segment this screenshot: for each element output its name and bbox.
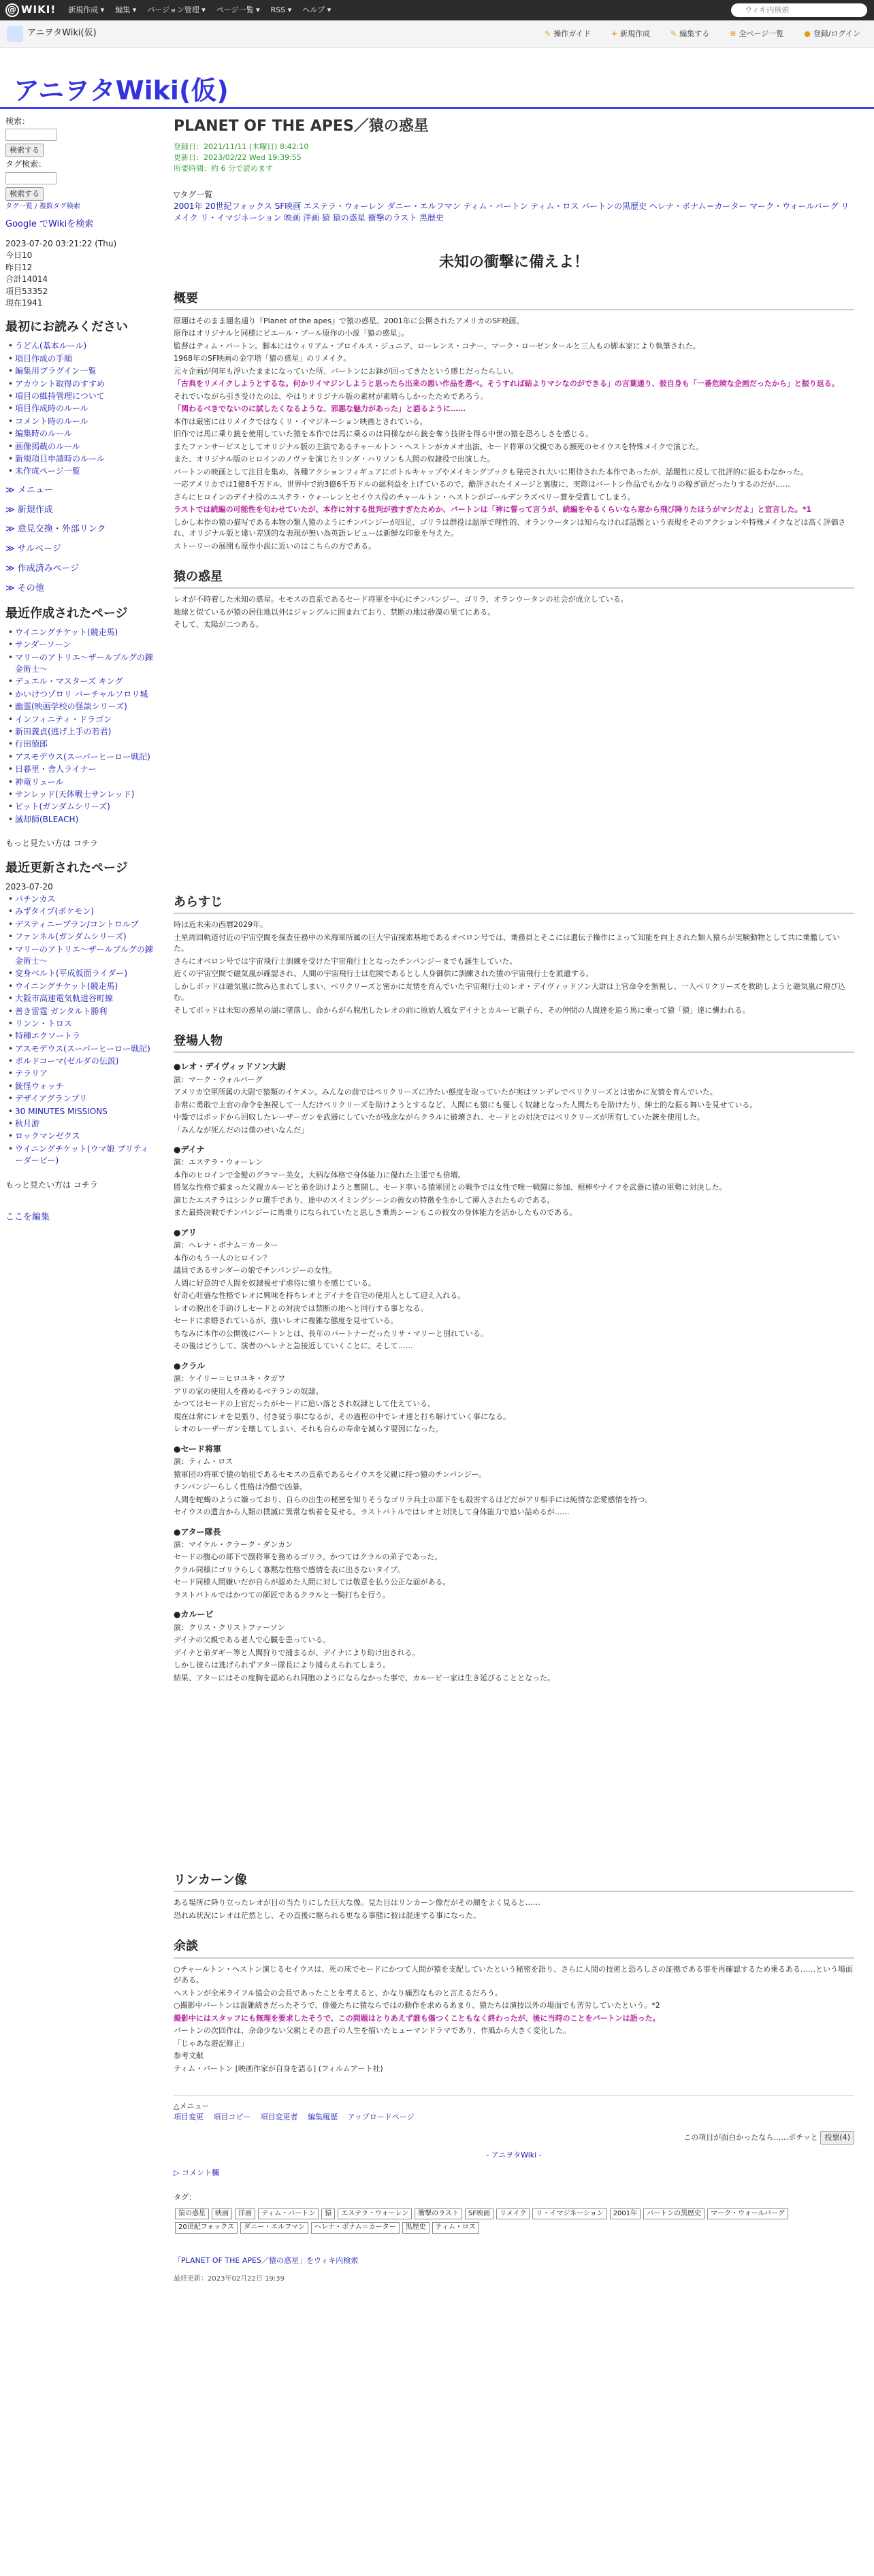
paragraph: 原作はオリジナルと同様にピエール・ブール原作の小説「猿の惑星」。	[174, 329, 409, 338]
paragraph: 現在は常にレオを見張り、付き従う事になるが、その過程の中でレオ達と打ち解けていく事になる。	[174, 1412, 511, 1421]
paragraph: セイウスの遺言から人類の撲滅に異常な執着を見せる。ラストバトルではレオと対決して身体能力で追い詰めるが……	[174, 1507, 570, 1517]
tag-chip[interactable]: 衝撃のラスト	[415, 2208, 462, 2220]
tag-chip[interactable]: ティム・バートン	[258, 2208, 319, 2220]
paragraph: 勝気な性格で捕まった父親カルービと弟を助けようと奮闘し、セード率いる猿軍団との戦争では女性で唯一戦闘に参加、棍棒やナイフを武器に猿の軍勢に対決した。	[174, 1183, 727, 1192]
paragraph: 演：マイケル・クラーク・ダンカン	[174, 1539, 293, 1549]
wiki-search-input[interactable]: ウィキ内検索	[731, 3, 867, 17]
page-meta	[174, 142, 854, 174]
paragraph: チンパンジーらしく性格は冷酷で凶暴。	[174, 1482, 308, 1492]
list-item[interactable]: • アスモデウス(スーパーヒーロー戦記)	[8, 1043, 155, 1055]
paragraph: 一応アメリカでは1億8千万ドル、世界中で約3億6千万ドルの総利益を上げているので、酷評されたイメージと裏腹に、実際はバートン作品でもかなりの稼ぎ頭だったりするのだが……	[174, 480, 790, 489]
paragraph: ラストバトルではかつての師匠であるクラルと一騎打ちを行う。	[174, 1590, 390, 1599]
character-name: ●クラル	[174, 1360, 206, 1371]
list-item[interactable]: • 神竜リュール	[8, 777, 155, 788]
paragraph: 人間を蛇蝎のように嫌っており、自らの出生の秘密を知りそうなゴリラ兵士の部下をも殺害するほどだがアリ相手には純情な恋愛感情を持つ。	[174, 1495, 653, 1504]
wiki-logo[interactable]	[5, 3, 56, 18]
list-item[interactable]: • かいけつゾロリ バーチャルソロリ城	[8, 689, 155, 700]
list-item[interactable]: • ファンネル(ガンダムシリーズ)	[8, 931, 155, 943]
menu-link-label: メニュー	[17, 485, 53, 495]
tag-chip[interactable]: 猿の惑星	[175, 2208, 209, 2220]
list-item[interactable]: • ロックマンゼクス	[8, 1130, 155, 1142]
section-planet-title: 猿の惑星	[174, 568, 854, 589]
list-item[interactable]: • アカウント取得のすすめ	[8, 378, 155, 390]
list-item[interactable]: • インフィニティ・ドラゴン	[8, 714, 155, 725]
tag-search-input[interactable]	[5, 172, 56, 184]
list-item[interactable]: • アスモデウス(スーパーヒーロー戦記)	[8, 751, 155, 763]
top-nav-bar	[0, 0, 874, 20]
list-item[interactable]: • 変身ベルト(平成仮面ライダー)	[8, 968, 155, 979]
updated-date: 2023-07-20	[5, 881, 53, 892]
list-item[interactable]: • リンン・トロス	[8, 1018, 155, 1030]
paragraph: 本作のもう一人のヒロイン？	[174, 1253, 271, 1262]
list-item[interactable]: • 編集時のルール	[8, 428, 155, 440]
menu-link[interactable]: ≫ メニュー	[5, 485, 53, 495]
page-title: PLANET OF THE APES／猿の惑星	[174, 118, 429, 135]
recent-created-title: 最近作成されたページ	[5, 606, 128, 621]
keyword-label: 検索：	[5, 116, 31, 126]
tag-chip[interactable]: 2001年	[610, 2208, 641, 2220]
paragraph: 本作は厳密にはリメイクではなくリ・イマジネーション映画とされている。	[174, 417, 427, 426]
opinion-link-label: 意見交換・外部リンク	[17, 524, 106, 535]
recent-updated-list	[8, 894, 155, 1167]
list-item[interactable]: • ウイニングチケット(競走馬)	[8, 981, 155, 992]
tag-chip[interactable]: ヘレナ・ボナム＝カーター	[311, 2222, 400, 2234]
paragraph: 中盤ではポッドから回収したレーザーガンを武器にしていたが残念ながらクラルに破壊され、セードとの対決ではペリクリーズが所有していた銃を使用した。	[174, 1113, 705, 1122]
list-item[interactable]: • 項目の維持管理について	[8, 391, 155, 402]
paragraph: ストーリーの展開も原作小説に近いのはこちらの方である。	[174, 541, 376, 551]
quote: 「古典をリメイクしようとするな。何かリイマジンしようと思ったら出来の悪い作品を選べ。そうすれば結よりマシなのができる」の言葉通り、彼自身も「一番危険な企画だったから」と振り返る。	[174, 379, 839, 389]
tag-chip[interactable]: 映画	[212, 2208, 232, 2220]
paragraph: 地球と似ているが猿の居住地以外はジャングルに囲まれており、禁断の地は砂漠の果てにある。	[174, 607, 496, 617]
section-story	[174, 919, 854, 1016]
list-item[interactable]: • パチンカス	[8, 894, 155, 905]
registered-date: 登録日：2021/11/11 (木曜日) 8:42:10	[174, 142, 309, 151]
paragraph: 「みんなが死んだのは僕のせいなんだ」	[174, 1125, 308, 1135]
paragraph: バートンの次回作は、余命少ない父親とその息子の人生を描いたヒューマンドラマであり、作風から大きく変化した。	[174, 2026, 570, 2036]
list-item[interactable]: • ウイニングチケット(競走馬)	[8, 627, 155, 638]
section-story-title: あらすじ	[174, 894, 854, 914]
list-item[interactable]: • マリーのアトリエ～ザールブルグの錬金術士～	[8, 652, 155, 676]
paragraph: 人間に好意的で人間を奴隷視せず虐待に憤りを感じている。	[174, 1278, 376, 1288]
paragraph: 演：ティム・ロス	[174, 1457, 233, 1467]
menu-new[interactable]: 新規作成 ▾	[68, 5, 105, 15]
paragraph: セードの腹心の部下で副将軍を務めるゴリラ。かつてはクラルの弟子であった。	[174, 1552, 442, 1562]
paragraph: レオのレーザーガンを壊してしまい、それも自らの寿命を減らす要因になった。	[174, 1424, 443, 1434]
footer-link[interactable]: 編集履歴	[308, 2113, 338, 2121]
paragraph: 演：クリス・クリストファーソン	[174, 1623, 285, 1632]
paragraph: 好奇心旺盛な性格でレオに興味を持ちレオとデイナを自宅の使用人として迎え入れる。	[174, 1291, 466, 1301]
tag-list	[174, 189, 854, 225]
list-item[interactable]: • マリーのアトリエ～ザールブルグの錬金術士～	[8, 944, 155, 968]
paragraph: 監督はティム・バートン。脚本にはウィリアム・ブロイルス・ジュニア、ローレンス・コナー、マーク・ローゼンタールと三人もの脚本家により執筆された。	[174, 341, 700, 350]
paragraph: ○撮影中バートンは混雑続きだったそうで、俳優たちに猿ならではの動作を求めるあまり、猿たちは演技以外の場面でも苦労していたという。*2	[174, 2001, 660, 2010]
footer-links	[174, 2112, 854, 2123]
paragraph: レオの脱出を手助けしセードとの対決では禁断の地へと同行する事となる。	[174, 1303, 428, 1313]
all-pages-button[interactable]	[730, 29, 783, 39]
more-updated-link[interactable]: もっと見たい方は コチラ	[5, 1179, 98, 1190]
sidebar	[5, 116, 155, 1231]
list-item[interactable]: • コメント時のルール	[8, 416, 155, 427]
paragraph: 1968年のSF映画の金字塔「猿の惑星」のリメイク。	[174, 354, 351, 363]
tag-label: タグ検索：	[5, 159, 47, 169]
paragraph: ヘストンが全米ライフル協会の会長であったことを考えると、かなり痛烈なものと言えるだろう。	[174, 1988, 502, 1998]
paragraph: 演：ケイリー＝ヒロユキ・タガワ	[174, 1374, 286, 1384]
section-overview	[174, 316, 854, 553]
section-characters	[174, 1061, 854, 1684]
paragraph: また最終決戦でチンパンジーに馬乗りになられていたと思しき乗馬シーンもこの彼女の身体能力を活かしたものである。	[174, 1208, 577, 1218]
last-update: 最終更新：2023年02月22日 19:39	[174, 2275, 285, 2283]
paragraph: セード同様人間嫌いだが自らが認めた人間に対しては敬意を払う公正な面がある。	[174, 1578, 451, 1587]
paragraph: それでいながら引き受けたのは、やはりオリジナル版の素材が素晴らしかったためであろう。	[174, 391, 488, 401]
footer-link[interactable]: 項目コピー	[213, 2113, 251, 2121]
tag-chip[interactable]: 洋画	[235, 2208, 255, 2220]
list-item[interactable]: • 大阪市高速電気軌道谷町線	[8, 993, 155, 1005]
section-overview-title: 概要	[174, 290, 854, 310]
first-read-title: 最初にお読みください	[5, 320, 128, 335]
paragraph: 結果、アターにはその度胸を認められ同胞のようにならなかった事で、カルービ一家は生き延びることとなった。	[174, 1673, 555, 1682]
top-menu	[68, 5, 342, 16]
quote: ラストでは続編の可能性を匂わせていたが、本作に対する批判が強すぎたためか、バートンは「神に誓って言うが、続編をやるくらいなら窓から飛び降りたほうがマシだよ」と宣言した。*1	[174, 505, 812, 515]
list-item[interactable]: • みずタイプ(ポケモン)	[8, 906, 155, 917]
menu-help[interactable]: ヘルプ ▾	[302, 5, 331, 15]
tag-chip-row	[174, 2207, 854, 2235]
footer-link[interactable]: アップロードページ	[347, 2113, 415, 2121]
footer-site-link[interactable]: - アニヲタWiki -	[486, 2150, 542, 2159]
other-link[interactable]: ≫ その他	[5, 583, 44, 593]
logo-text: WIKI!	[21, 3, 56, 16]
paragraph: ○チャールトン・ヘストン演じるセイウスは、死の床でセードにかつて人間が猿を支配していたという秘密を語り、さらに人間の技術と恐ろしさの証拠である事を再確認するため乗るある……という場面がある。	[174, 1964, 853, 1985]
vote-button[interactable]: 投票(4)	[820, 2131, 854, 2145]
toolbar	[524, 29, 860, 39]
tag-chip[interactable]: SF映画	[465, 2208, 493, 2220]
paragraph: 本作のヒロインで金髪のグラマー美女。大柄な体格で身体能力に優れた主張でも倍増。	[174, 1170, 466, 1179]
new-link[interactable]: ≫ 新規作成	[5, 504, 53, 515]
site-icon	[7, 26, 23, 42]
paragraph: 原題はそのまま題名通り『Planet of the apes』で猿の惑星。2001年に公開されたアメリカのSF映画。	[174, 316, 524, 325]
list-item[interactable]: • ウイニングチケット(ウマ娘 プリティーダービー)	[8, 1143, 155, 1167]
list-item[interactable]: • サンダーソーン	[8, 639, 155, 651]
tag-hint-link[interactable]: タグ一覧 / 複数タグ検索	[5, 202, 80, 210]
list-item[interactable]: • 新規項目申請時のルール	[8, 453, 155, 465]
pencil-icon: ✎	[670, 29, 677, 38]
paragraph: バートンの映画として注目を集め、各種アクションフィギュアにボトルキャップやメイキングブックも発売され大いに期待された本作であったが、話題性に反して批評的に振るわなかった。	[174, 467, 808, 476]
stat-items: 項目53352	[5, 286, 48, 296]
edit-sidebar-link[interactable]: ここを編集	[5, 1212, 50, 1222]
menu-pages[interactable]: ページ一覧 ▾	[216, 5, 260, 15]
paragraph: 「じゃあな遊記修正」	[174, 2038, 248, 2048]
vote-text: この項目が面白かったなら……ポチッと	[683, 2132, 818, 2142]
first-read-list	[8, 340, 155, 477]
paragraph: セードに求婚されているが、強いレオに複雑な態度を見せている。	[174, 1316, 398, 1326]
quote: 撮影中にはスタッフにも無理を要求したそうで、この問題はとりあえず誰も傷つくこともなく終わったが、後に当時のことをバートンは語った。	[174, 2013, 660, 2023]
paragraph: そして、太陽が二つある。	[174, 620, 263, 630]
stat-now: 現在1941	[5, 297, 43, 308]
tag-search-button[interactable]: 検索する	[5, 187, 44, 201]
more-created-link[interactable]: もっと見たい方は コチラ	[5, 838, 98, 849]
edit-button[interactable]	[670, 29, 709, 39]
all-pages-label: 全ページ一覧	[739, 29, 784, 38]
paragraph: 時は近未来の西暦2029年。	[174, 920, 268, 930]
new-link-label: 新規作成	[17, 504, 53, 515]
list-item[interactable]: • うどん(基本ルール)	[8, 340, 155, 352]
list-item[interactable]: • 行田徳郎	[8, 738, 155, 750]
opinion-link[interactable]: ≫ 意見交換・外部リンク	[5, 524, 106, 535]
recent-created-list	[8, 627, 155, 826]
paragraph: ちなみに本作の公開後にバートンとは、長年のパートナーだったリサ・マリーと別れている。	[174, 1328, 488, 1338]
read-time: 所要時間：約 6 分で読めます	[174, 163, 273, 173]
character-name: ●セード将軍	[174, 1444, 221, 1454]
salvage-link[interactable]: ≫ サルベージ	[5, 544, 61, 555]
section-extra	[174, 1964, 854, 2075]
paragraph: 旧作では馬に乗り銃を使用していた猿を本作では馬に乗るのは同様ながら銃を奪う技術を得る中世の猿を恐ろしさを感じる。	[174, 429, 593, 439]
user-icon: ●	[804, 29, 811, 38]
footer-link[interactable]: 項目変更	[174, 2113, 204, 2121]
list-item[interactable]: • 秋月游	[8, 1118, 155, 1130]
paragraph: さらにヒロインのデイナ役のエステラ・ウォーレンとセイウス役のチャールトン・ヘストンがゴールデンラズベリー賞を受賞してしまう。	[174, 492, 635, 502]
list-item[interactable]: • 滅却師(BLEACH)	[8, 814, 155, 826]
list-item[interactable]: • 善き雷霆 ガンタルト勝利	[8, 1006, 155, 1017]
list-item[interactable]: • 日暮里・舎人ライナー	[8, 764, 155, 775]
tag-list-toggle[interactable]: ▽タグ一覧	[174, 189, 213, 199]
menu-edit[interactable]: 編集 ▾	[115, 5, 137, 15]
character-name: ●レオ・デイヴィッドソン大尉	[174, 1062, 286, 1072]
list-item[interactable]: • デザイアグランプリ	[8, 1093, 155, 1105]
recent-updated-title: 最近更新されたページ	[5, 860, 128, 875]
section-planet	[174, 594, 854, 631]
list-item[interactable]: • テラリア	[8, 1068, 155, 1079]
list-item[interactable]: • ビット(ガンダムシリーズ)	[8, 801, 155, 813]
tag-chip[interactable]: リメイク	[496, 2208, 530, 2220]
tag-links[interactable]: 2001年 20世紀フォックス SF映画 エステラ・ウォーレン ダニー・エルフマン ティム・バートン ティム・ロス バートンの黒歴史 ヘレナ・ボナム＝カーター マーク・ウォールバーグ リメイク リ・イマジネーション 映画 洋画 猿 猿の惑星 衝撃のラスト 黒歴史	[174, 201, 849, 223]
sidebar-search-button[interactable]: 検索する	[5, 144, 44, 157]
list-item[interactable]: • 未作成ページ一覧	[8, 466, 155, 477]
site-bar	[0, 20, 874, 48]
list-item[interactable]: • 銃怪ウォッチ	[8, 1081, 155, 1092]
section-lincoln-title: リンカーン像	[174, 1872, 854, 1892]
list-item[interactable]: • 項目作成の手順	[8, 353, 155, 365]
paragraph: またファンサービスとしてオリジナル版の主演であるチャールトン・ヘストンがカメオ出演。セード将軍の父親である瀕死のセイウスを特殊メイクで演じた。	[174, 442, 704, 451]
paragraph: 土星周回軌道付近の宇宙空間を探査任務中の米海軍所属の巨大宇宙探索基地であるオベロン号では、乗務員とそこには遺伝子操作によって知能を向上された類人猿らが実験動物として共に乗艦していた。	[174, 932, 840, 953]
paragraph: 演：エステラ・ウォーレン	[174, 1158, 263, 1167]
sidebar-search-input[interactable]	[5, 129, 56, 141]
tag-chip[interactable]: ティム・ロス	[432, 2222, 479, 2234]
edit-label: 編集する	[679, 29, 710, 38]
plus-icon: +	[611, 29, 618, 38]
other-link-label: その他	[17, 583, 44, 593]
paragraph: かつてはセードの上官だったがセードに追い落とされ奴隷として仕えている。	[174, 1399, 436, 1409]
created-link-label: 作成済みページ	[17, 564, 80, 574]
list-item[interactable]: • 項目作成時のルール	[8, 403, 155, 414]
page-search-link[interactable]: 「PLANET OF THE APES／猿の惑星」をウィキ内検索	[174, 2255, 359, 2265]
paragraph: その後はどうして、演者のヘレナと急接近していくことに。そして……	[174, 1341, 413, 1351]
tag-chip[interactable]: バートンの黒歴史	[643, 2208, 705, 2220]
paragraph: 非常に勇敢で上官の命令を無視して一人だけペリクリーズを助けようとするなど、人間にも猿にも優しく奴隷となった人間たちを助けたり、紳士的な振る舞いを見せている。	[174, 1100, 758, 1109]
paragraph: しかし本作の猿の描写である本物の類人猿のようにチンパンジーが四足、ゴリラは群役は温厚で理性的、オランウータンは知らなければ話題という表現をそのアクションや特殊メイクなどは高く評価され、オリジナル版と違い差別的な表現が無い為英語レビューは新鮮な印象を与えた。	[174, 517, 846, 538]
site-heading-title[interactable]: アニヲタWiki(仮)	[14, 76, 229, 105]
list-item[interactable]: • 新田義貞(逃げ上手の若君)	[8, 726, 155, 738]
login-label: 登録/ログイン	[813, 29, 860, 38]
tag-chip[interactable]: 黒歴史	[402, 2222, 430, 2234]
section-extra-title: 余談	[174, 1938, 854, 1958]
comment-toggle[interactable]: ▷ コメント欄	[174, 2168, 219, 2177]
list-item[interactable]: • デスティニープラン/コントロルブ	[8, 919, 155, 930]
menu-version[interactable]: バージョン管理 ▾	[147, 5, 206, 15]
tag-chip[interactable]: 猿	[321, 2208, 335, 2220]
tag-chip[interactable]: 20世紀フォックス	[175, 2222, 238, 2234]
paragraph: 参考文献	[174, 2051, 204, 2061]
new-label: 新規作成	[620, 29, 651, 38]
character-name: ●カルービ	[174, 1610, 214, 1620]
paragraph: そしてポッドは未知の惑星の湖に墜落し、命からがら脱出したレオの前に原始人風女デイナとカルービ親子ら、その仲間の人間達を追う馬に乗って猿「猿」達に襲われる。	[174, 1005, 750, 1015]
list-item[interactable]: • サンレッド(天体戦士サンレッド)	[8, 789, 155, 800]
stats	[5, 238, 155, 309]
tag-chip[interactable]: マーク・ウォールバーグ	[707, 2208, 788, 2220]
section-characters-title: 登場人物	[174, 1032, 854, 1053]
paragraph: アリの家の使用人を務めるベテランの奴隷。	[174, 1386, 323, 1396]
quote: 「関わるべきでないのに試したくなるような、邪悪な魅力があった」と語るように……	[174, 404, 466, 414]
paragraph: 演：ヘレナ・ボナム＝カーター	[174, 1241, 278, 1250]
guide-label: 操作ガイド	[553, 29, 591, 38]
paragraph: 猿軍団の将軍で猿の始祖であるセモスの直系であるセイウスを父親に持つ猿のチンパンジー。	[174, 1469, 487, 1479]
site-name[interactable]: アニヲタWiki(仮)	[27, 28, 97, 39]
tag-chip[interactable]: エステラ・ウォーレン	[338, 2208, 412, 2220]
paragraph: ある場所に降り立ったレオが目の当たりにした巨大な像。見た目はリンカーン像だがその顔をよく見ると……	[174, 1898, 540, 1908]
google-search-link[interactable]: Google でWikiを検索	[5, 219, 94, 230]
paragraph: 議員であるサンダーの娘でチンパンジーの女性。	[174, 1266, 337, 1275]
paragraph: クラル同様にゴリラらしく寡黙な性格で感情を表に出さないタイプ。	[174, 1565, 405, 1574]
list-item[interactable]: • 編集用プラグイン一覧	[8, 365, 155, 377]
page-footer	[174, 2095, 854, 2284]
list-item[interactable]: • 画像掲載のルール	[8, 441, 155, 453]
tag-footer-label: タグ：	[174, 2192, 196, 2202]
salvage-link-label: サルベージ	[17, 544, 61, 555]
at-icon: @	[5, 3, 19, 17]
updated-date-meta: 更新日：2023/02/22 Wed 19:39:55	[174, 152, 302, 162]
stat-today: 今日10	[5, 250, 33, 261]
lead-text: 未知の衝撃に備えよ！	[438, 253, 589, 271]
site-heading	[0, 48, 874, 109]
guide-icon: ✎	[544, 29, 551, 38]
stat-yesterday: 昨日12	[5, 262, 33, 272]
tag-footer	[174, 2192, 854, 2235]
main-content	[174, 116, 854, 2284]
tag-chip[interactable]: リ・イマジネーション	[532, 2208, 606, 2220]
menu-rss[interactable]: RSS ▾	[270, 5, 292, 15]
paragraph: しかし彼らは逃げられずアター隊長により捕らえられてしまう。	[174, 1661, 391, 1670]
login-button[interactable]	[804, 29, 860, 39]
section-lincoln	[174, 1897, 854, 1921]
paragraph: さらにオベロン号では宇宙飛行士訓練を受けた宇宙飛行士となったチンパンジーまでも誕生していた。	[174, 956, 517, 966]
paragraph: 演：マーク・ウォルバーグ	[174, 1075, 263, 1084]
paragraph: デイナの父親である老人で心臓を患っている。	[174, 1635, 331, 1645]
list-icon: ≡	[730, 29, 737, 38]
tag-chip[interactable]: ダニー・エルフマン	[240, 2222, 308, 2234]
new-page-button[interactable]	[611, 29, 650, 39]
list-item[interactable]: • 幽霊(映画学校の怪談シリーズ)	[8, 701, 155, 713]
paragraph: 演じたエステラはシンクロ選手であり、途中のスイミングシーンの彼女の特徴を生かして挿入されたものである。	[174, 1195, 555, 1205]
paragraph: 恐れぬ状況にレオは茫然とし、その直後に駆られる更なる事態に彼は混迷する事になった。	[174, 1910, 481, 1920]
stat-date: 2023-07-20 03:21:22 (Thu)	[5, 239, 117, 248]
created-link[interactable]: ≫ 作成済みページ	[5, 564, 80, 574]
character-name: ●アター隊長	[174, 1527, 221, 1537]
stat-total: 合計14014	[5, 274, 48, 284]
list-item[interactable]: • デュエル・マスターズ キング	[8, 676, 155, 687]
list-item[interactable]: • 特種エクソートラ	[8, 1030, 155, 1042]
paragraph: アメリカ空軍所属の大尉で猿類のイケメン。みんなの前ではペリクリーズに冷たい態度を取っていたが実はツンデレでペリクリーズとは密かに友情を育んでいた。	[174, 1088, 717, 1097]
character-name: ●デイナ	[174, 1145, 205, 1155]
list-item[interactable]: • 30 MINUTES MISSIONS	[8, 1106, 155, 1118]
blank-space	[174, 1685, 854, 1855]
footer-link[interactable]: 項目変更者	[260, 2113, 298, 2121]
paragraph: ティム・バートン [映画作家が自身を語る] (フィルムアート社)	[174, 2064, 383, 2073]
paragraph: また、オリジナル版のヒロインのノヴァを演じたリンダ・ハリソンも人間の奴隷役で出演した。	[174, 455, 495, 464]
blank-space	[174, 632, 854, 877]
paragraph: デイナと弟ダギー等と人間狩りで捕まるが、デイナにより助け出される。	[174, 1648, 420, 1657]
footer-menu-toggle[interactable]: △メニュー	[174, 2102, 210, 2111]
character-name: ●アリ	[174, 1227, 197, 1237]
list-item[interactable]: • ポルドコーマ(ゼルダの伝説)	[8, 1056, 155, 1067]
paragraph: 近くの宇宙空間で磁気嵐が確認され、人間の宇宙飛行士は危険であるとし人身御供に訓練された猿の宇宙飛行士を派遣する。	[174, 969, 594, 979]
guide-button[interactable]	[545, 29, 591, 39]
vote-area	[174, 2130, 854, 2146]
paragraph: レオが不時着した未知の惑星。セモスの直系であるセード将軍を中心にチンパンジー、ゴリラ、オランウータンの社会が成立している。	[174, 595, 628, 604]
paragraph: しかしポッドは磁気嵐に飲み込まれてしまい、ペリクリーズと密かに友情を育んでいた宇宙飛行士のレオ・デイヴィッドソン大尉は上官命令を無視し、一人ペリクリーズを救助しようと磁気嵐に飛び込む。	[174, 981, 846, 1002]
paragraph: 元々企画が何年も浮いたままになっていた所、バートンにお鉢が回ってきたという感じだったらしい。	[174, 366, 518, 376]
